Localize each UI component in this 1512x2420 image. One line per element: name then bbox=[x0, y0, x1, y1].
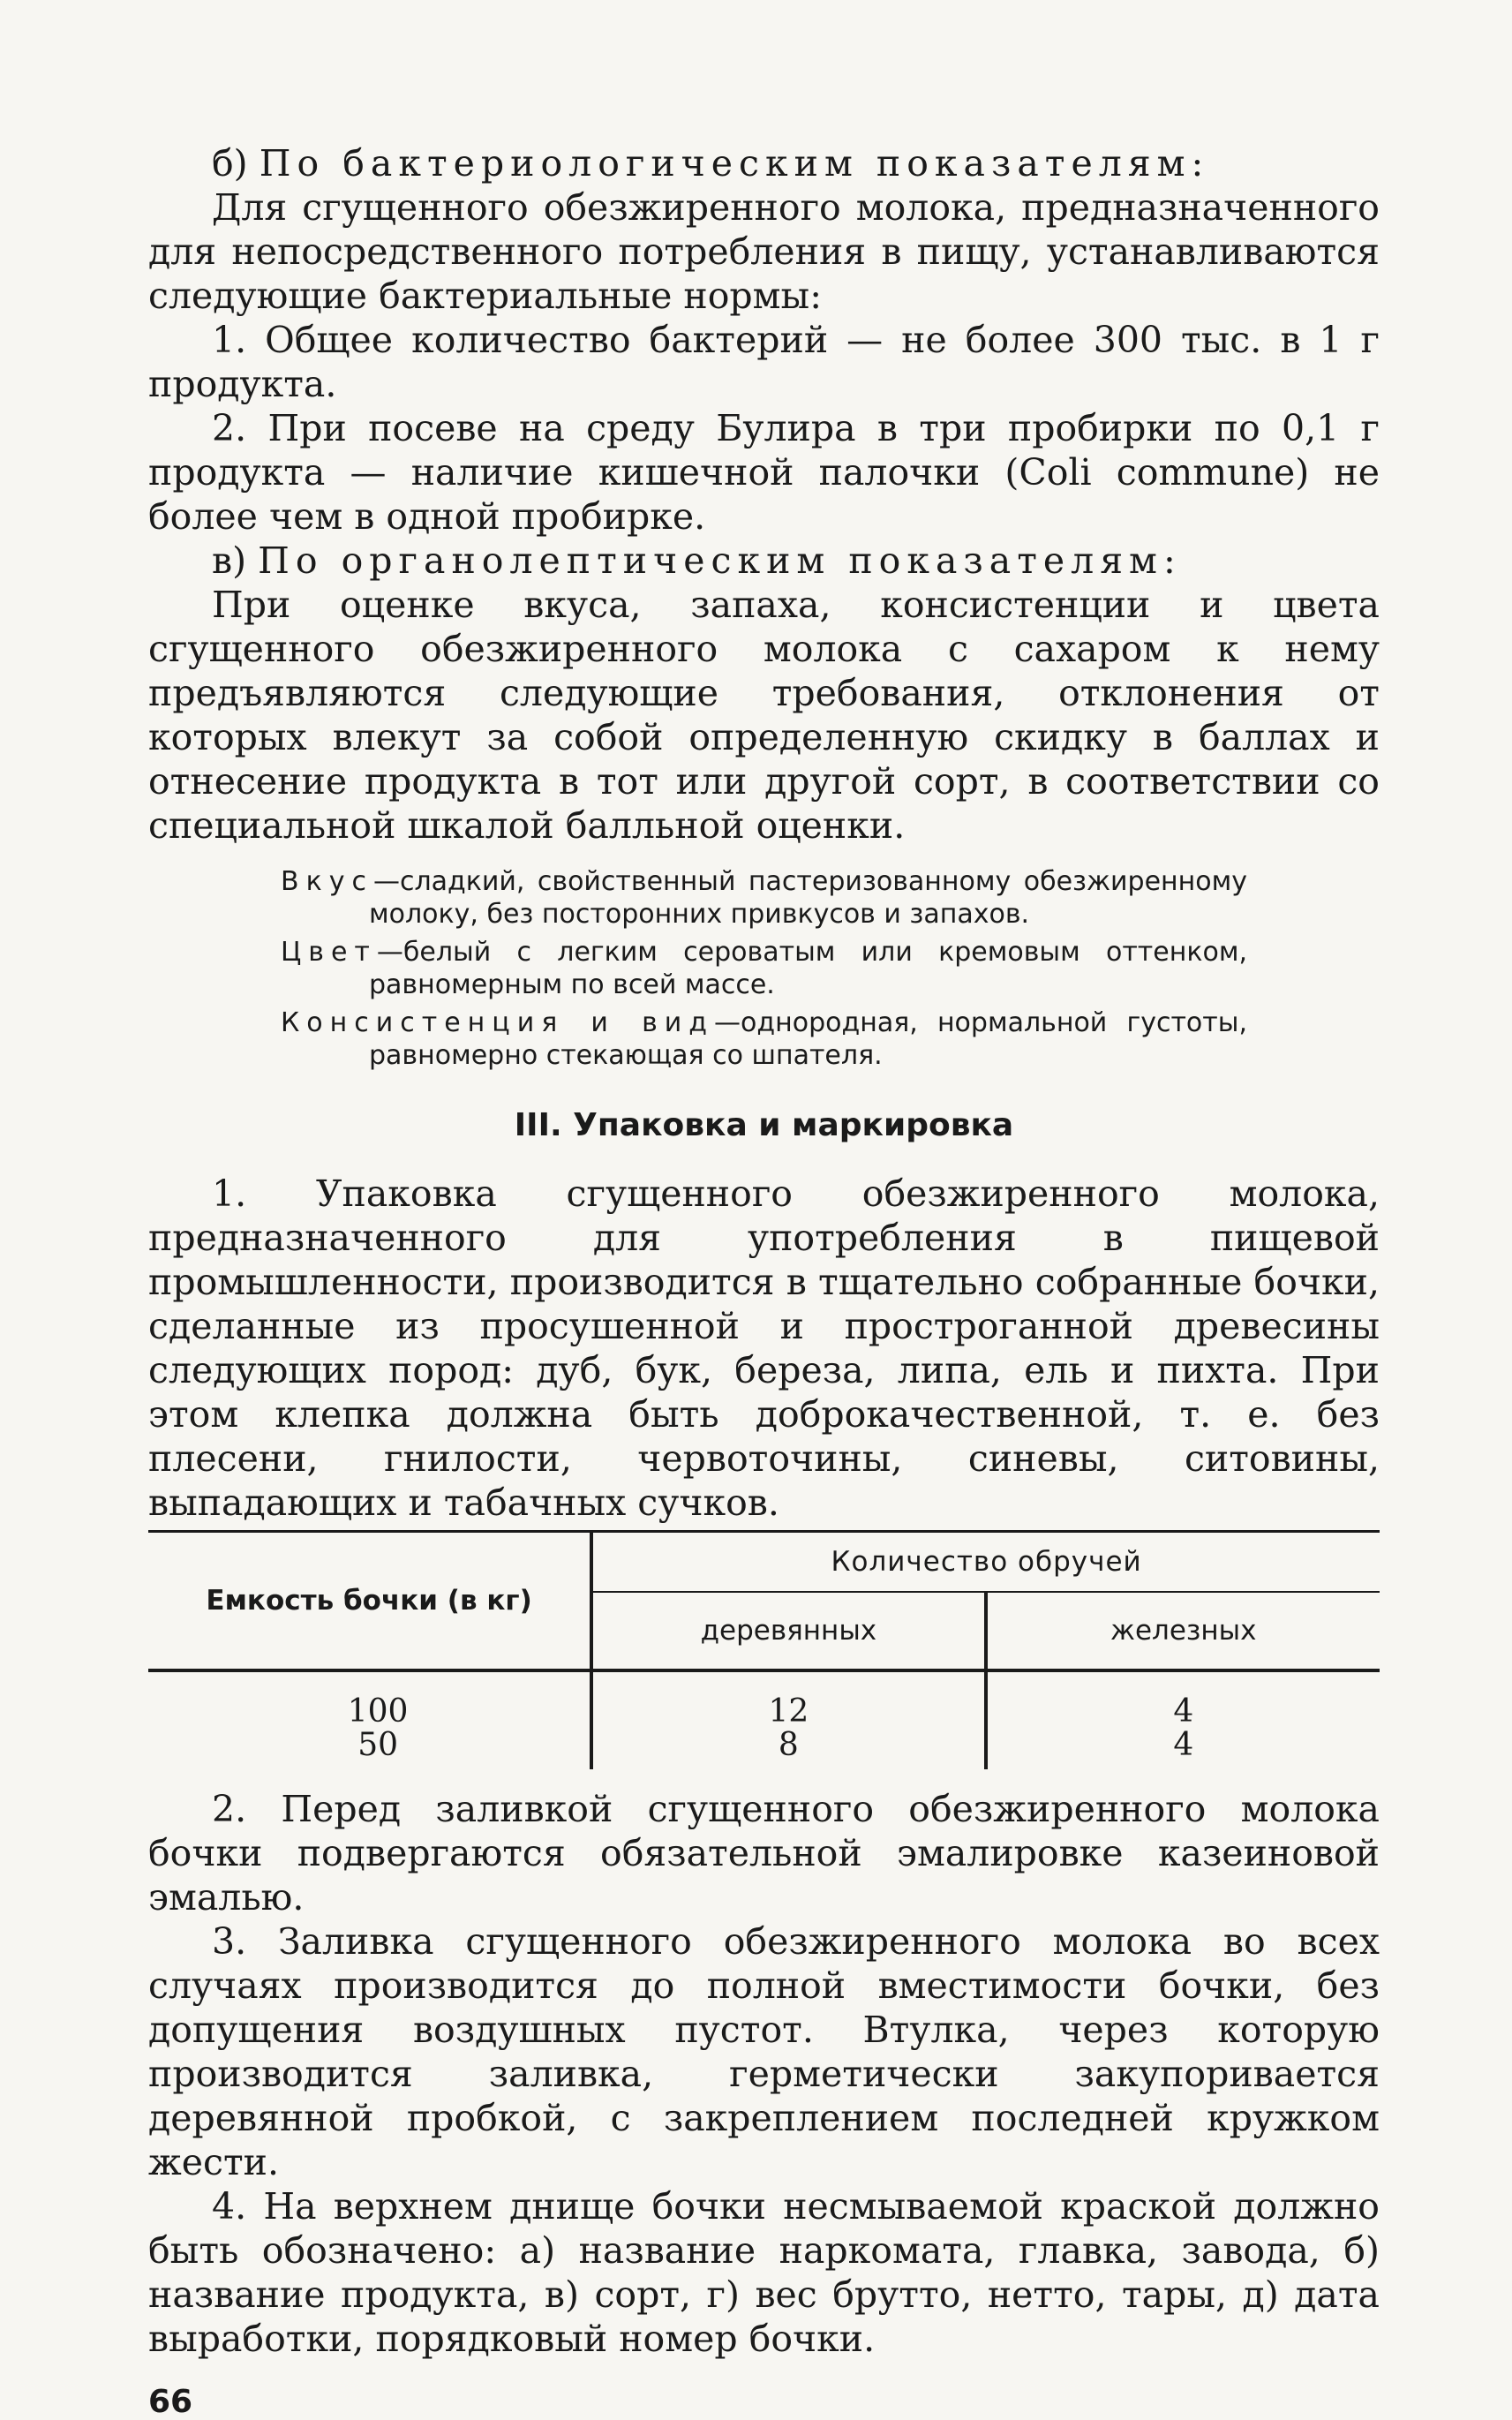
packaging-paragraph-2: 2. Перед заливкой сгущенного обезжиренного молока бочки подвергаются обязательной эмалировке казеиновой эмалью. bbox=[148, 1788, 1380, 1919]
section-b-intro: Для сгущенного обезжиренного молока, предназначенного для непосредственного потребления в пищу, устанавливаются следующие бактериальные нормы: bbox=[148, 186, 1380, 317]
table-header-hoops: Количество обручей bbox=[591, 1532, 1380, 1593]
packaging-paragraph-4: 4. На верхнем днище бочки несмываемой краской должно быть обозначено: а) название наркомата, главка, завода, б) название продукта, в) сорт, г) вес брутто, нетто, тары, д) дата выработки, порядковый номер бочки. bbox=[148, 2185, 1380, 2360]
section-b-item-2: 2. При посеве на среду Булира в три пробирки по 0,1 г продукта — наличие кишечной палочки (Coli commune) не более чем в одной пробирке. bbox=[148, 407, 1380, 538]
definition-color: Цвет—белый с легким сероватым или кремовым оттенком, равномерным по всей массе. bbox=[281, 937, 1247, 1000]
packaging-paragraph-1: 1. Упаковка сгущенного обезжиренного молока, предназначенного для употребления в пищевой промышленности, производится в тщательно собранные бочки, сделанные из просушенной и простроганной древесины следующих пород: дуб, бук, береза, липа, ель и пихта. При этом клепка должна быть доброкачественной, т. е. без плесени, гнилости, червоточины, синевы, ситовины, выпадающих и табачных сучков. bbox=[148, 1172, 1380, 1524]
section-b-heading: б) По бактериологическим показателям: bbox=[212, 142, 1210, 185]
packaging-paragraph-3: 3. Заливка сгущенного обезжиренного молока во всех случаях производится до полной вместимости бочки, без допущения воздушных пустот. Втулка, через которую производится заливка, герметически закупоривается деревянной пробкой, с закреплением последней кружком жести. bbox=[148, 1920, 1380, 2183]
definition-consistency: Консистенция и вид—однородная, нормальной густоты, равномерно стекающая со шпателя. bbox=[281, 1007, 1247, 1071]
section-v-heading: в) По органолептическим показателям: bbox=[212, 539, 1182, 582]
organoleptic-definitions bbox=[281, 865, 1247, 1072]
definition-taste: Вкус—сладкий, свойственный пастеризованному обезжиренному молоку, без посторонних привкусов и запахов. bbox=[281, 866, 1247, 930]
page-number: 66 bbox=[148, 2384, 193, 2420]
table-row: 50 8 4 bbox=[148, 1729, 1380, 1769]
table-header-capacity: Емкость бочки (в кг) bbox=[206, 1585, 532, 1617]
hoops-table bbox=[148, 1530, 1380, 1769]
document-page bbox=[148, 141, 1380, 2420]
table-header-wooden: деревянных bbox=[591, 1592, 985, 1669]
section-b-item-1: 1. Общее количество бактерий — не более 300 тыс. в 1 г продукта. bbox=[148, 319, 1380, 405]
section-v-intro: При оценке вкуса, запаха, консистенции и цвета сгущенного обезжиренного молока с сахаром к нему предъявляются следующие требования, отклонения от которых влекут за собой определенную скидку в баллах и отнесение продукта в тот или другой сорт, в соответствии со специальной шкалой балльной оценки. bbox=[148, 584, 1380, 847]
section-3-title: III. Упаковка и маркировка bbox=[514, 1107, 1014, 1143]
table-header-iron: железных bbox=[986, 1592, 1380, 1669]
table-row: 100 12 4 bbox=[148, 1670, 1380, 1729]
